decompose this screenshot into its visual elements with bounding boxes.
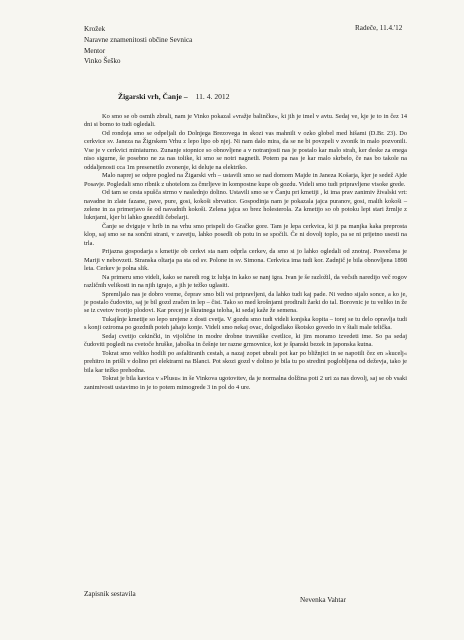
paragraph: Na primeru smo videli, kako se naredi rog iz lubja in kako se nanj igra. Ivan je še razložil, da večsih naredijo več rogov različnih velikosti in na njih igrajo, a jih je težko uglasiti.: [84, 273, 407, 290]
paragraph: Ko smo se ob osmih zbrali, nam je Vinko pokazal »vražje balinčke«, ki jih je imel v avtu. Sedaj ve, kje je to in čez 14 dni si bomo to tudi ogledali.: [84, 113, 407, 129]
paragraph: Spremljalo nas je dobro vreme, čeprav smo bili vsi pripravljeni, da lahko tudi kaj pade. Ni vedno sijalo sonce, a ko je, je postalo čudovito, saj je bil gozd zračen in lep – čist. Tako so med krošnjami prodirali žarki do tal. Borovnic je tu veliko in že se iz cvetov tvorijo plodovi. Kar preceј je škratnega teloha, ki sedaj kaže že semena.: [84, 290, 407, 315]
place-date: Radeče, 11.4.'12: [355, 24, 403, 32]
title-text: Žigarski vrh, Čanje –: [118, 92, 188, 101]
paragraph: Prijazna gospodarja s kmetije ob cerkvi sta nam odprla cerkev, da smo si jo lahko ogledali od znotraj. Posvečena je Mariji v nebovzeti. Stranska oltarja pa sta od sv. Polone in sv. Simona. Cerkvica ima tudi kor. Zadnjič je bila obnovljena 1898 leta. Cerkev je polna slik.: [84, 248, 407, 273]
paragraph: Od rondoja smo se odpeljali do Dolnjega Brezovega in skozi vas mahnili v ozko globel med hišami (D.Br. 23). Do cerkvice sv. Janeza na Žigrskem Vrhu z lepo lipo ob njej. Ni nam dalo mira, da se ne bi povzpeli v zvonik in malo pozvonili. Vse je v cerkvici miniaturno. Zunanje stopnice so obnovljene a v notranjosti nas je postalo kar malo strah, ker deske za enega niso sigurne, še posebno ne za nas tolike, ki smo se notri nagnetli. Potem pa nas je kar malo skrbelo, če nas bo takole na oddaljenosti cca 1m presenetilo zvonenje, ki deluje na elektriko.: [84, 129, 407, 171]
recorder-label: Zapisnik sestavila: [84, 590, 136, 598]
paragraph: Sedaj cvetijo cekinčki, in vijolične in modre drobne travniške cvetlice, ki jim moramo izvedeti ime. So pa sedaj čudoviti pogledi na cvetoče hruške, jabolka in češnje ter razne grmovnice, kot je španski bezek in japonska kutna.: [84, 332, 407, 349]
paragraph: Tokrat je bila kavica v »Plusu« in še Vinkova ugotovitev, da je normalna dolžina poti 2 uri za nas dovolj, saj se ob vsaki zanimivosti ustavimo in je to potem mimogrede 3 in pol do 4 ure.: [84, 375, 407, 391]
paragraph: Čanje se dviguje v hrib in na vrhu smo prispeli do Gračke gore. Tam je lepa cerkvica, ki ji pa manjka kaka preprosta klop, saj smo se na sončni strani, v zavetju, lahko posedli ob potu in se spočili. Če ni dovolj toplo, pa se ni prijetno usesti na trla.: [84, 222, 407, 247]
paragraph: Malo naprej se odpre pogled na Žigarski vrh – ustavili smo se nad domom Majde in Janeza Košarja, kjer je sedež Ajde Posavje. Pogledali smo ribnik z uhotelom za čmrljeve in kompostne kupe ob gozdu. Videli smo tudi pripravljene visoke grede.: [84, 172, 407, 188]
title-date: 11. 4. 2012: [195, 92, 230, 101]
header-line-mentor-name: Vinko Šeško: [84, 57, 121, 66]
header-line-topic: Naravne znamenitosti občine Sevnica: [84, 35, 193, 44]
paragraph: Tokrat smo veliko hodili po asfaltiranih cestah, a nazaj zopet ubrali pot kar po bližnjici in se napotili čez en »kucelj« prehitro in prišli v dolino pri elektrarni na Blanci. Pot skozi gozd v dolino je bila tu po stredini poglobljena od deževja, tako je bila kar težko prehodna.: [84, 349, 407, 374]
header-block: [84, 24, 192, 67]
paragraph: Tukajšnje kmetije so lepo urejene z dosti cvetja. V gozdu smo tudi videli konjska kopita – torej se tu delo opravlja tudi s konji oziroma po gozdnih poteh jahajo konje. Videli smo nekaj ovac, dolgodlako škotsko govedo in v štali male telička.: [84, 315, 407, 332]
document-title: [118, 92, 230, 101]
author-name: Nevenka Vahtar: [300, 596, 346, 604]
document-body: [84, 113, 407, 392]
paragraph: Od tam se cesta spušča strmo v naslednjo dolino. Ustavili smo se v Čanju pri kmetiji , ki ima prav zanimiv živalski vrt: navadne in zlate fazane, pave, pure, gosi, kokoši sbrvatice. Gospodinja nam je pokazala jajca puranov, gosi, malih kokoši – zelene in za primerjavo še od navadnih kokoši. Zelena jajca so brez holesterola. Za kmetijo so ob potoku lepi stari žrmlje z luknjami, kjer bi lahko gnezdili čebelarji.: [84, 189, 407, 222]
header-line-mentor-label: Mentor: [84, 46, 106, 55]
header-line-club: Krožek: [84, 25, 106, 33]
